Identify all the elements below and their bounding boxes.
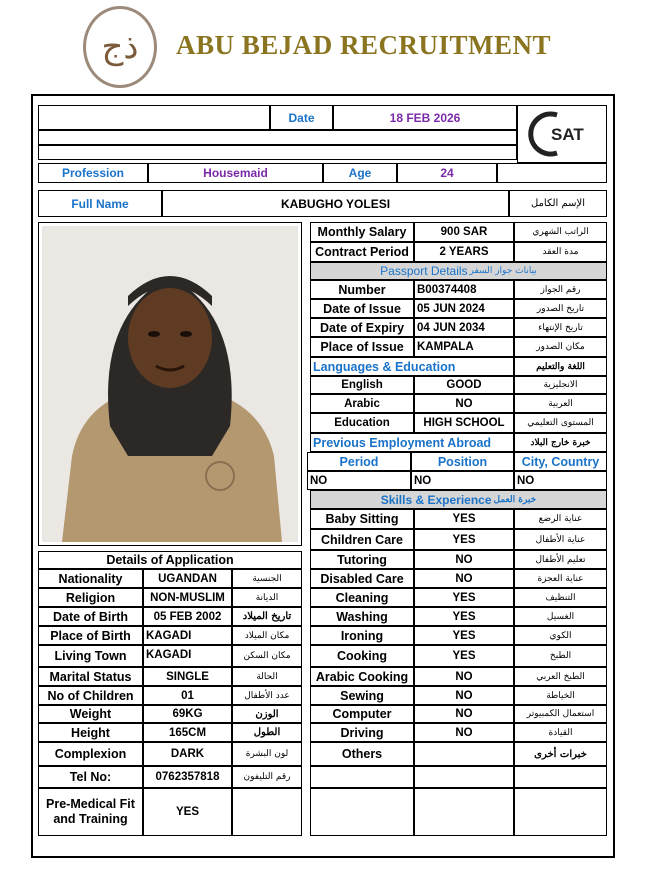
skill-row-label: Ironing (310, 626, 414, 645)
employment-city-value: NO (514, 471, 607, 490)
blank-cell (310, 766, 414, 788)
detail-row-value: 05 FEB 2002 (143, 607, 232, 626)
passport-row-ar: مكان الصدور (514, 337, 607, 357)
blank-cell (514, 788, 607, 836)
skill-row-value: YES (414, 588, 514, 607)
passport-row-label: Date of Issue (310, 299, 414, 318)
detail-row-ar: مكان الميلاد (232, 626, 302, 645)
skill-row-ar: الغسيل (514, 607, 607, 626)
detail-row-ar: الجنسية (232, 569, 302, 588)
skill-row-label: Cooking (310, 645, 414, 667)
contract-ar: مدة العقد (514, 242, 607, 262)
skill-row-value: NO (414, 705, 514, 723)
blank-cell (414, 788, 514, 836)
candidate-photo (42, 226, 298, 542)
skill-row-value: YES (414, 645, 514, 667)
skill-row-ar: عناية الرضع (514, 509, 607, 529)
detail-row-ar: عدد الأطفال (232, 686, 302, 705)
sat-logo-text: SAT (551, 125, 584, 144)
details-header: Details of Application (38, 551, 302, 569)
medical-label: Pre-Medical Fit and Training (38, 788, 143, 836)
language-row-label: Education (310, 413, 414, 433)
skills-header-en: Skills & Experience (380, 492, 492, 507)
skill-row-value: YES (414, 626, 514, 645)
sat-logo-icon (527, 109, 597, 159)
skill-row-ar: الطبخ (514, 645, 607, 667)
salary-ar: الراتب الشهري (514, 222, 607, 242)
detail-row-ar: مكان السكن (232, 645, 302, 667)
skill-row-value: YES (414, 607, 514, 626)
language-row-label: Arabic (310, 394, 414, 413)
detail-row-value: 69KG (143, 705, 232, 723)
skill-row-label: Driving (310, 723, 414, 742)
passport-header-en: Passport Details (380, 264, 468, 278)
detail-row-value: KAGADI (143, 626, 232, 645)
employment-col-position: Position (411, 452, 514, 471)
detail-row-value: 165CM (143, 723, 232, 742)
passport-row-ar: تاريخ الصدور (514, 299, 607, 318)
fullname-label: Full Name (38, 190, 162, 217)
skill-row-label: Cleaning (310, 588, 414, 607)
skills-header (310, 490, 607, 509)
passport-row-value: B00374408 (414, 280, 514, 299)
detail-row-value: UGANDAN (143, 569, 232, 588)
fullname-ar: الإسم الكامل (509, 190, 607, 217)
medical-value: YES (143, 788, 232, 836)
employment-position-value: NO (411, 471, 514, 490)
detail-row-label: Height (38, 723, 143, 742)
blank-cell (497, 163, 607, 183)
skill-row-label: Others (310, 742, 414, 766)
detail-row-ar: لون البشرة (232, 742, 302, 766)
skill-row-value: NO (414, 550, 514, 569)
fullname-value: KABUGHO YOLESI (162, 190, 509, 217)
passport-row-label: Date of Expiry (310, 318, 414, 337)
contract-value: 2 YEARS (414, 242, 514, 262)
skill-row-ar: القيادة (514, 723, 607, 742)
skill-row-ar: الطبخ العربي (514, 667, 607, 686)
skill-row-ar: التنظيف (514, 588, 607, 607)
detail-row-label: Living Town (38, 645, 143, 667)
employment-header-ar: خبرة خارج البلاد (514, 433, 607, 452)
language-row-ar: العربية (514, 394, 607, 413)
language-row-value: HIGH SCHOOL (414, 413, 514, 433)
detail-row-value: 01 (143, 686, 232, 705)
skill-row-value: YES (414, 529, 514, 550)
language-row-ar: الانجليزية (514, 376, 607, 394)
languages-header: Languages & Education (310, 357, 514, 376)
detail-row-label: Weight (38, 705, 143, 723)
detail-row-label: Complexion (38, 742, 143, 766)
skill-row-value: YES (414, 509, 514, 529)
passport-row-value: KAMPALA (414, 337, 514, 357)
skill-row-value: NO (414, 667, 514, 686)
blank-cell (414, 766, 514, 788)
skill-row-ar: استعمال الكمبيوتر (514, 705, 607, 723)
language-row-ar: المستوى التعليمي (514, 413, 607, 433)
detail-row-value: SINGLE (143, 667, 232, 686)
skills-header-ar: خبرة العمل (493, 494, 537, 505)
date-value: 18 FEB 2026 (333, 105, 517, 130)
language-row-label: English (310, 376, 414, 394)
passport-header-ar: بيانات جواز السفر (469, 266, 537, 276)
blank-cell (514, 766, 607, 788)
photo-frame (38, 222, 302, 546)
detail-row-ar: تاريخ الميلاد (232, 607, 302, 626)
employment-col-period: Period (307, 452, 411, 471)
skill-row-value: NO (414, 723, 514, 742)
age-value: 24 (397, 163, 497, 183)
contract-label: Contract Period (310, 242, 414, 262)
age-label: Age (323, 163, 397, 183)
detail-row-value: KAGADI (143, 645, 232, 667)
sat-logo (517, 105, 607, 163)
blank-cell (310, 788, 414, 836)
passport-header (310, 262, 607, 280)
passport-row-value: 04 JUN 2034 (414, 318, 514, 337)
languages-header-ar: اللغة والتعليم (514, 357, 607, 376)
detail-row-label: No of Children (38, 686, 143, 705)
detail-row-value: DARK (143, 742, 232, 766)
skill-row-value: NO (414, 569, 514, 588)
employment-col-city: City, Country (514, 452, 607, 471)
skill-row-label: Children Care (310, 529, 414, 550)
detail-row-value: NON-MUSLIM (143, 588, 232, 607)
skill-row-ar: خبرات أخرى (514, 742, 607, 766)
salary-value: 900 SAR (414, 222, 514, 242)
passport-row-ar: تاريخ الإنتهاء (514, 318, 607, 337)
skill-row-label: Computer (310, 705, 414, 723)
skill-row-ar: الكوي (514, 626, 607, 645)
skill-row-label: Sewing (310, 686, 414, 705)
detail-row-label: Date of Birth (38, 607, 143, 626)
detail-row-label: Nationality (38, 569, 143, 588)
employment-header: Previous Employment Abroad (310, 433, 514, 452)
top-blank (38, 105, 270, 130)
skill-row-ar: عناية الأطفال (514, 529, 607, 550)
top-blank-row (38, 130, 517, 145)
top-blank-row (38, 145, 517, 160)
skill-row-ar: الخياطة (514, 686, 607, 705)
language-row-value: NO (414, 394, 514, 413)
passport-row-label: Number (310, 280, 414, 299)
detail-row-label: Religion (38, 588, 143, 607)
detail-row-ar: الديانة (232, 588, 302, 607)
company-title: ABU BEJAD RECRUITMENT (176, 30, 552, 60)
skill-row-value (414, 742, 514, 766)
blank-cell (232, 788, 302, 836)
detail-row-ar: الوزن (232, 705, 302, 723)
salary-label: Monthly Salary (310, 222, 414, 242)
passport-row-value: 05 JUN 2024 (414, 299, 514, 318)
skill-row-ar: تعليم الأطفال (514, 550, 607, 569)
skill-row-label: Baby Sitting (310, 509, 414, 529)
language-row-value: GOOD (414, 376, 514, 394)
detail-row-label: Tel No: (38, 766, 143, 788)
profession-label: Profession (38, 163, 148, 183)
detail-row-ar: رقم التليفون (232, 766, 302, 788)
detail-row-ar: الحالة (232, 667, 302, 686)
employment-period-value: NO (307, 471, 411, 490)
skill-row-label: Disabled Care (310, 569, 414, 588)
skill-row-label: Washing (310, 607, 414, 626)
detail-row-label: Place of Birth (38, 626, 143, 645)
passport-row-label: Place of Issue (310, 337, 414, 357)
profession-value: Housemaid (148, 163, 323, 183)
company-logo (83, 6, 157, 88)
detail-row-value: 0762357818 (143, 766, 232, 788)
skill-row-label: Tutoring (310, 550, 414, 569)
skill-row-label: Arabic Cooking (310, 667, 414, 686)
skill-row-ar: عناية العجزة (514, 569, 607, 588)
skill-row-value: NO (414, 686, 514, 705)
detail-row-label: Marital Status (38, 667, 143, 686)
date-label: Date (270, 105, 333, 130)
logo-calligraphy: ذج (101, 27, 139, 67)
detail-row-ar: الطول (232, 723, 302, 742)
passport-row-ar: رقم الجواز (514, 280, 607, 299)
